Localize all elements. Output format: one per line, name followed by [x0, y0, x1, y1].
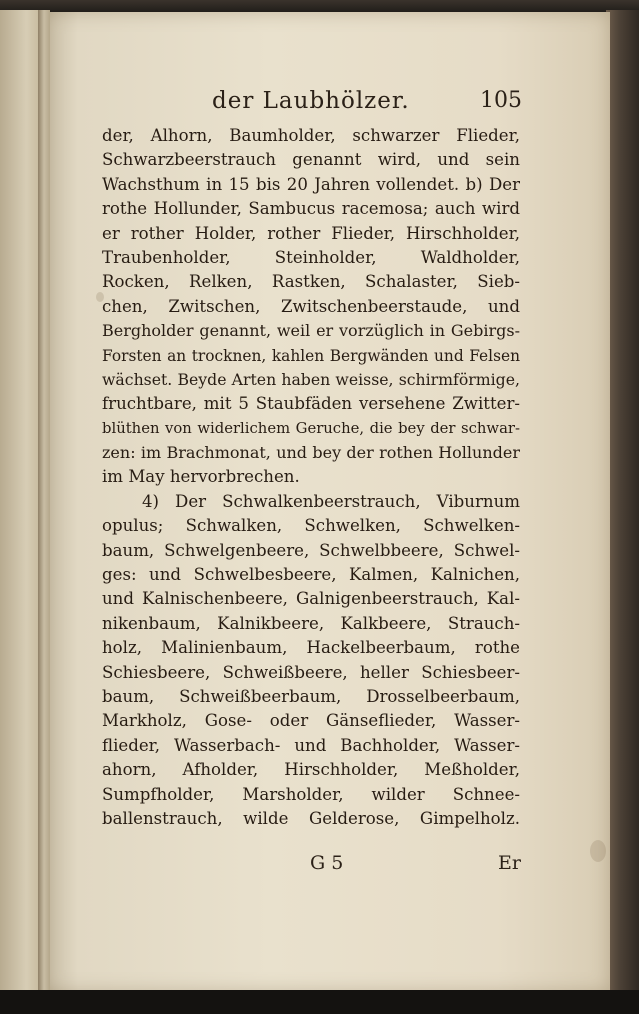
text-line: fruchtbare, mit 5 Staubfäden versehene Zwitter-	[102, 394, 520, 414]
body-text	[102, 124, 520, 831]
book-fore-edge	[606, 10, 639, 995]
text-line: 4) Der Schwalkenbeerstrauch, Viburnum	[142, 491, 520, 511]
text-line: baum, Schweißbeerbaum, Drosselbeerbaum,	[102, 686, 520, 706]
text-line: der, Alhorn, Baumholder, schwarzer Flieder,	[102, 126, 520, 145]
text-line: Traubenholder, Steinholder, Waldholder,	[102, 247, 520, 267]
text-line: Forsten an trocknen, kahlen Bergwänden und Felsen	[102, 346, 520, 365]
text-line: ballenstrauch, wilde Gelderose, Gimpelholz.	[102, 808, 520, 828]
text-line: Sumpfholder, Marsholder, wilder Schnee-	[102, 784, 520, 804]
text-line: Rocken, Relken, Rastken, Schalaster, Sieb-	[102, 272, 520, 292]
text-line: ahorn, Afholder, Hirschholder, Meßholder,	[102, 760, 520, 780]
bottom-shadow	[0, 990, 639, 1014]
text-line: er rother Holder, rother Flieder, Hirschholder,	[102, 223, 520, 243]
text-line: nikenbaum, Kalnikbeere, Kalkbeere, Strauch-	[102, 613, 520, 633]
text-line: Schiesbeere, Schweißbeere, heller Schiesbeer-	[102, 662, 520, 682]
text-line: im May hervorbrechen.	[102, 467, 300, 487]
text-line: blüthen von widerlichem Geruche, die bey der schwar-	[102, 419, 520, 437]
text-line: holz, Malinienbaum, Hackelbeerbaum, rothe	[102, 638, 520, 658]
running-header: der Laubhölzer.	[212, 88, 410, 114]
footer-row	[300, 852, 520, 878]
book-gutter	[38, 10, 50, 995]
text-line: ges: und Schwelbesbeere, Kalmen, Kalnichen,	[102, 565, 520, 585]
text-line: Bergholder genannt, weil er vorzüglich in Gebirgs-	[102, 321, 520, 341]
page-number: 105	[480, 88, 522, 113]
paper-stain	[590, 840, 606, 862]
text-line: rothe Hollunder, Sambucus racemosa; auch wird	[102, 199, 520, 219]
text-line: wächset. Beyde Arten haben weisse, schirmförmige,	[102, 369, 520, 389]
signature-mark: G 5	[310, 852, 344, 874]
text-line: Schwarzbeerstrauch genannt wird, und sein	[102, 150, 520, 170]
text-line: zen: im Brachmonat, und bey der rothen Hollunder	[102, 443, 520, 463]
text-line: Markholz, Gose- oder Gänseflieder, Wasser-	[102, 711, 520, 731]
text-line: flieder, Wasserbach- und Bachholder, Wasser-	[102, 735, 520, 755]
text-line: chen, Zwitschen, Zwitschenbeerstaude, und	[102, 296, 520, 316]
text-line: und Kalnischenbeere, Galnigenbeerstrauch, Kal-	[102, 589, 520, 609]
text-line: opulus; Schwalken, Schwelken, Schwelken-	[102, 516, 520, 536]
catchword: Er	[498, 852, 521, 874]
text-line: baum, Schwelgenbeere, Schwelbbeere, Schwel-	[102, 540, 520, 560]
text-line: Wachsthum in 15 bis 20 Jahren vollendet. b) Der	[102, 174, 520, 194]
